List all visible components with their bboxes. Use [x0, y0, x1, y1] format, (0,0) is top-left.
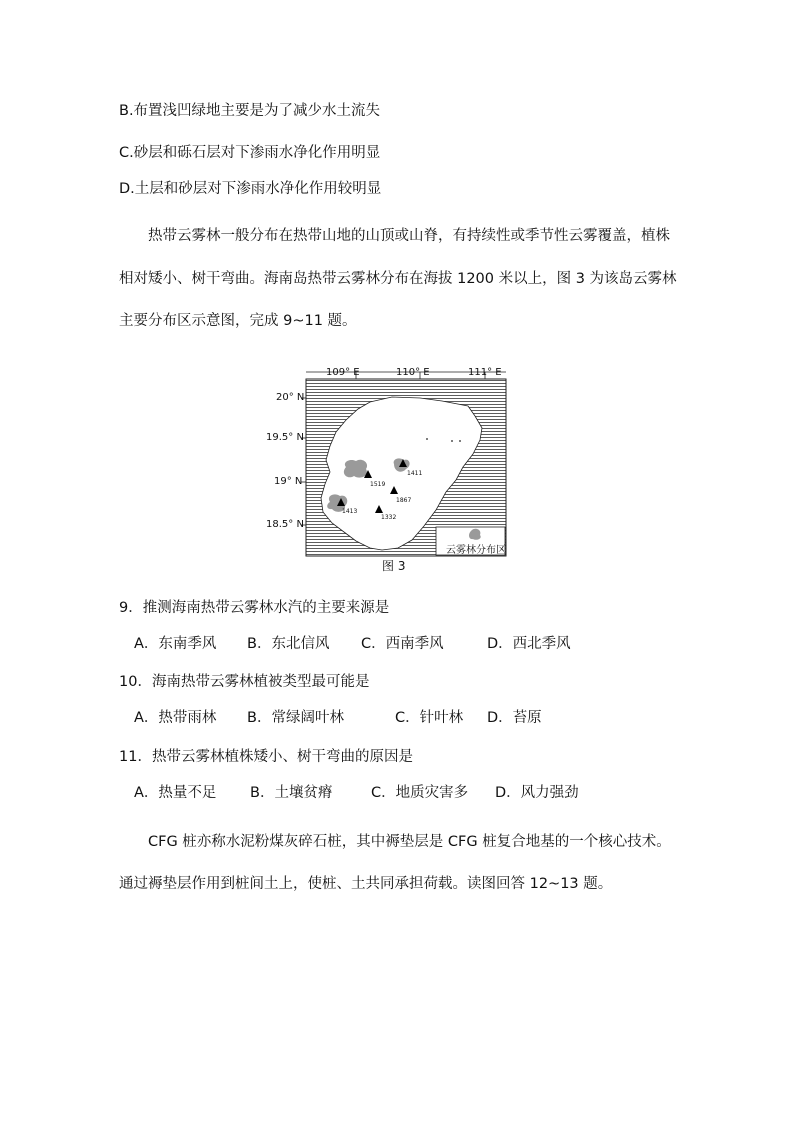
peak-label-1413: 1413	[342, 508, 358, 515]
q11-option-c[interactable]: C．地质灾害多	[371, 785, 469, 801]
peak-label-1519: 1519	[370, 481, 386, 488]
peak-label-1411: 1411	[407, 470, 423, 477]
option-d-text: D.土层和砂层对下渗雨水净化作用较明显	[119, 181, 382, 197]
passage-line-2: 相对矮小、树干弯曲。海南岛热带云雾林分布在海拔 1200 米以上，图 3 为该岛云雾林	[119, 271, 677, 287]
peak-label-1332: 1332	[381, 514, 397, 521]
question-10-stem: 10．海南热带云雾林植被类型最可能是	[119, 674, 370, 690]
question-11-stem: 11．热带云雾林植株矮小、树干弯曲的原因是	[119, 749, 413, 765]
peak-label-1867: 1867	[396, 497, 412, 504]
q10-option-a[interactable]: A．热带雨林	[134, 710, 217, 726]
cloud-forest-patch	[344, 460, 367, 478]
q11-option-d[interactable]: D．风力强劲	[495, 785, 579, 801]
q10-option-c[interactable]: C．针叶林	[395, 710, 464, 726]
q10-option-b[interactable]: B．常绿阔叶林	[247, 710, 344, 726]
passage-2-line-1: CFG 桩亦称水泥粉煤灰碎石桩，其中褥垫层是 CFG 桩复合地基的一个核心技术。	[148, 834, 671, 850]
lat-label-20: 20° N	[276, 392, 305, 403]
lon-label-109: 109° E	[326, 367, 360, 378]
q9-option-d[interactable]: D．西北季风	[487, 636, 571, 652]
passage-2-line-2: 通过褥垫层作用到桩间土上，使桩、土共同承担荷载。读图回答 12~13 题。	[119, 876, 613, 892]
lat-label-18-5: 18.5° N	[266, 519, 304, 530]
lat-label-19: 19° N	[274, 476, 303, 487]
passage-line-1: 热带云雾林一般分布在热带山地的山顶或山脊，有持续性或季节性云雾覆盖，植株	[148, 228, 670, 244]
option-b-text: B.布置浅凹绿地主要是为了减少水土流失	[119, 103, 381, 119]
lon-label-110: 110° E	[396, 367, 430, 378]
figure-caption: 图 3	[382, 559, 406, 573]
q10-option-d[interactable]: D．苔原	[487, 710, 542, 726]
lat-label-19-5: 19.5° N	[266, 432, 304, 443]
q11-option-b[interactable]: B．土壤贫瘠	[250, 785, 333, 801]
q9-option-b[interactable]: B．东北信风	[247, 636, 330, 652]
question-9-stem: 9．推测海南热带云雾林水汽的主要来源是	[119, 600, 390, 616]
q9-option-a[interactable]: A．东南季风	[134, 636, 217, 652]
hainan-cloud-forest-map	[266, 364, 515, 574]
lon-label-111: 111° E	[468, 367, 502, 378]
passage-line-3: 主要分布区示意图，完成 9~11 题。	[119, 313, 357, 329]
legend-label: 云雾林分布区	[446, 545, 506, 556]
q11-option-a[interactable]: A．热量不足	[134, 785, 217, 801]
q9-option-c[interactable]: C．西南季风	[361, 636, 444, 652]
option-c-text: C.砂层和砾石层对下渗雨水净化作用明显	[119, 145, 381, 161]
